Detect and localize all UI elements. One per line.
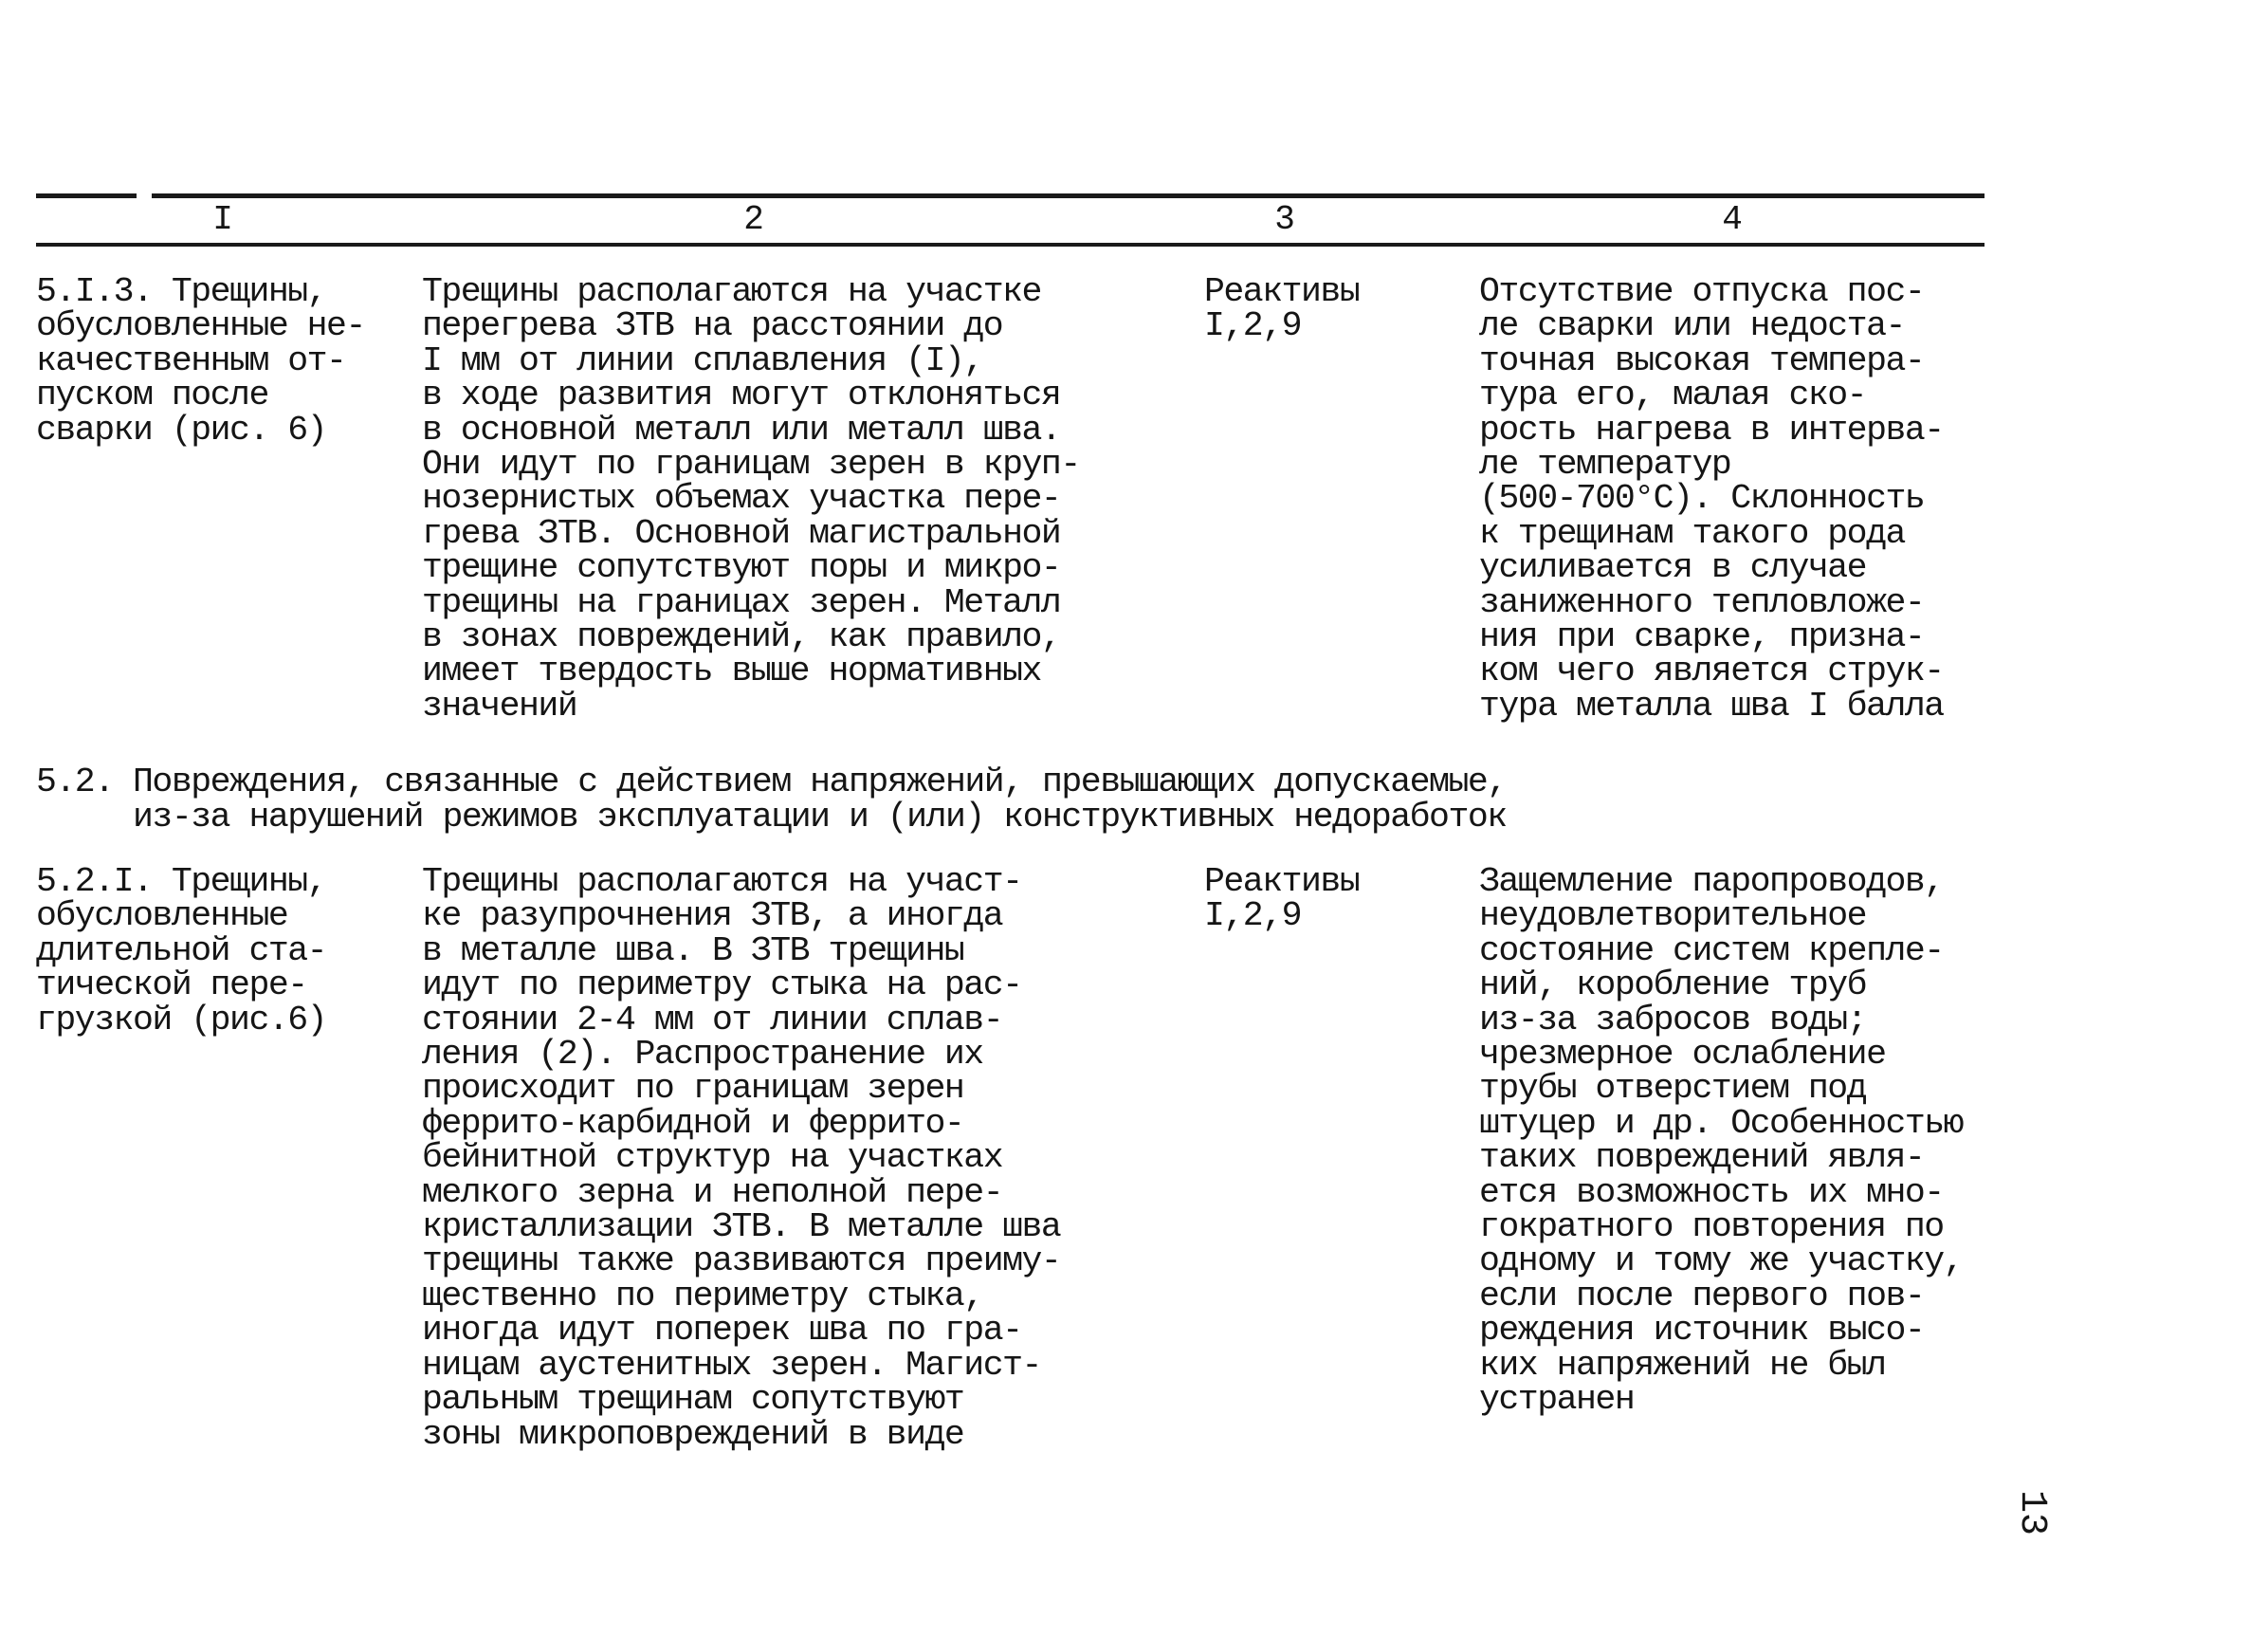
column-number-2: 2 [743,200,764,239]
row-5-2-1-description: Трещины располагаются на участ- ке разупрочнения ЗТВ, а иногда в металле шва. В ЗТВ трещины идут по периметру стыка на рас- стоянии 2-4 мм от линии сплав- ления (2). Распространение их происходит по границам зерен феррито-карбидной и феррито- бейнитной структур на участках мелкого зерна и неполной пере- кристаллизации ЗТВ. В металле шва трещины также развиваются преиму- щественно по периметру стыка, иногда идут поперек шва по гра- ницам аустенитных зерен. Магист- ральным трещинам сопутствуют зоны микроповреждений в виде [422,862,1061,1454]
header-bottom-rule [36,243,1984,247]
section-5-2-heading: 5.2. Повреждения, связанные с действием напряжений, превышающих допускаемые, из-за нарушений режимов эксплуатации и (или) конструктивных недоработок [36,763,1507,836]
row-5-1-3-description: Трещины располагаются на участке перегрева ЗТВ на расстоянии до I мм от линии сплавления (I), в ходе развития могут отклоняться в основной металл или металл шва. Они идут по границам зерен в круп- нозернистых объемах участка пере- грева ЗТВ. Основной магистральной трещине сопутствуют поры и микро- трещины на границах зерен. Металл в зонах повреждений, как правило, имеет твердость выше нормативных значений [422,272,1080,726]
row-5-1-3-defect: 5.I.3. Трещины, обусловленные не- качественным от- пуском после сварки (рис. 6) [36,272,365,450]
row-5-1-3-reagents: Реактивы I,2,9 [1204,272,1360,346]
row-5-2-1-causes: Защемление паропроводов, неудовлетворительное состояние систем крепле- ний, коробление труб из-за забросов воды; чрезмерное ослабление трубы отверстием под штуцер и др. Особенностью таких повреждений явля- ется возможность их мно- гократного повторения по одному и тому же участку, если после первого пов- реждения источник высо- ких напряжений не был устранен [1479,862,1964,1420]
column-number-4: 4 [1722,200,1743,239]
row-5-2-1-reagents: Реактивы I,2,9 [1204,862,1360,936]
header-top-rule-right [152,193,1984,198]
column-number-1: I [212,200,233,239]
page-number: 13 [2010,1489,2053,1535]
header-top-rule-left [36,193,137,198]
row-5-1-3-causes: Отсутствие отпуска пос- ле сварки или недоста- точная высокая темпера- тура его, малая ско- рость нагрева в интерва- ле температур (500-700°С). Склонность к трещинам такого рода усиливается в случае заниженного тепловложе- ния при сварке, призна- ком чего является струк- тура металла шва I балла [1479,272,1944,726]
column-number-3: 3 [1274,200,1295,239]
row-5-2-1-defect: 5.2.I. Трещины, обусловленные длительной ста- тической пере- грузкой (рис.6) [36,862,327,1039]
